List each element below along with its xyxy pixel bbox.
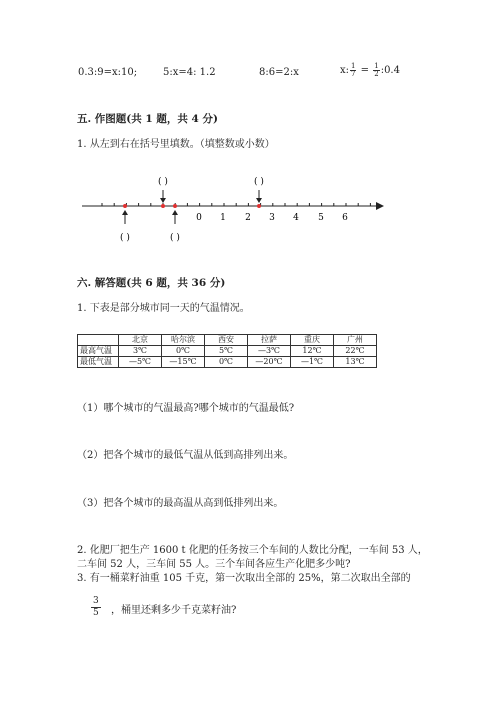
table-header-cell: 广州: [334, 335, 377, 346]
subquestion-1: （1）哪个城市的气温最高?哪个城市的气温最低?: [77, 403, 295, 414]
number-line-arrowhead: [376, 202, 384, 210]
table-cell: —5℃: [119, 357, 162, 368]
number-line: [78, 170, 388, 250]
red-point-4: [257, 204, 261, 208]
section-5-title: 五. 作图题(共 1 题，共 4 分): [77, 113, 218, 125]
answer-paren-bottom-1: ( ): [120, 233, 130, 243]
equation-2: 5:x=4: 1.2: [163, 67, 216, 78]
table-cell: 0℃: [205, 357, 248, 368]
table-header-cell: 哈尔滨: [162, 335, 205, 346]
tick-label-1: 1: [220, 213, 226, 223]
tick-label-3: 3: [269, 213, 275, 223]
table-header-cell: 北京: [119, 335, 162, 346]
fraction-three-fifths: $\frac{3}{5}$: [93, 596, 99, 618]
answer-paren-bottom-2: ( ): [170, 233, 180, 243]
table-cell: —1℃: [291, 357, 334, 368]
temperature-table: [77, 334, 377, 368]
equation-3: 8:6=2:x: [259, 67, 299, 78]
table-header-cell: 拉萨: [248, 335, 291, 346]
table-header-cell: 重庆: [291, 335, 334, 346]
tick-label-2: 2: [245, 213, 251, 223]
red-point-3: [173, 204, 177, 208]
section-5-question-1: 1. 从左到右在括号里填数。（填整数或小数）: [77, 139, 275, 150]
subquestion-3: （3）把各个城市的最高温从高到低排列出来。: [77, 498, 284, 509]
red-point-2: [161, 204, 165, 208]
question-2-line-1: 2. 化肥厂把生产 1600 t 化肥的任务按三个车间的人数比分配，一车间 53 人，: [77, 545, 428, 556]
section-6-title: 六. 解答题(共 6 题，共 36 分): [77, 277, 226, 289]
tick-label-4: 4: [293, 213, 299, 223]
table-cell: 22℃: [334, 346, 377, 357]
table-row: [78, 346, 377, 357]
table-cell: 5℃: [205, 346, 248, 357]
question-3-line-1: 3. 有一桶菜籽油重 105 千克，第一次取出全部的 25%，第二次取出全部的: [77, 573, 411, 584]
section-6-question-1: 1. 下表是部分城市同一天的气温情况。: [77, 303, 250, 314]
row-label: 最高气温: [78, 346, 119, 357]
question-3-line-2: ，桶里还剩多少千克菜籽油?: [111, 605, 237, 616]
equation-1: 0.3:9=x:10;: [78, 67, 138, 78]
table-cell: 13℃: [334, 357, 377, 368]
tick-label-5: 5: [318, 213, 324, 223]
table-cell: 12℃: [291, 346, 334, 357]
tick-label-0: 0: [196, 213, 202, 223]
row-label: 最低气温: [78, 357, 119, 368]
table-cell: —3℃: [248, 346, 291, 357]
tick-label-6: 6: [342, 213, 348, 223]
table-cell: —15℃: [162, 357, 205, 368]
table-cell: —20℃: [248, 357, 291, 368]
table-cell: 3℃: [119, 346, 162, 357]
table-cell: 0℃: [162, 346, 205, 357]
table-row: [78, 357, 377, 368]
red-point-1: [123, 204, 127, 208]
table-header-cell: 西安: [205, 335, 248, 346]
fraction-one-seventh: $\frac{1}{7}$: [351, 62, 356, 78]
fraction-one-half: $\frac{1}{2}$: [374, 62, 379, 78]
subquestion-2: （2）把各个城市的最低气温从低到高排列出来。: [77, 450, 294, 461]
table-header-row: [78, 335, 377, 346]
question-2-line-2: 二车间 52 人，三车间 55 人。三个车间各应生产化肥多少吨?: [77, 559, 351, 570]
answer-paren-top-2: ( ): [254, 177, 264, 187]
equation-4: x: $\frac{1}{7}$ = $\frac{1}{2}$ :0.4: [340, 62, 400, 78]
answer-paren-top-1: ( ): [158, 177, 168, 187]
